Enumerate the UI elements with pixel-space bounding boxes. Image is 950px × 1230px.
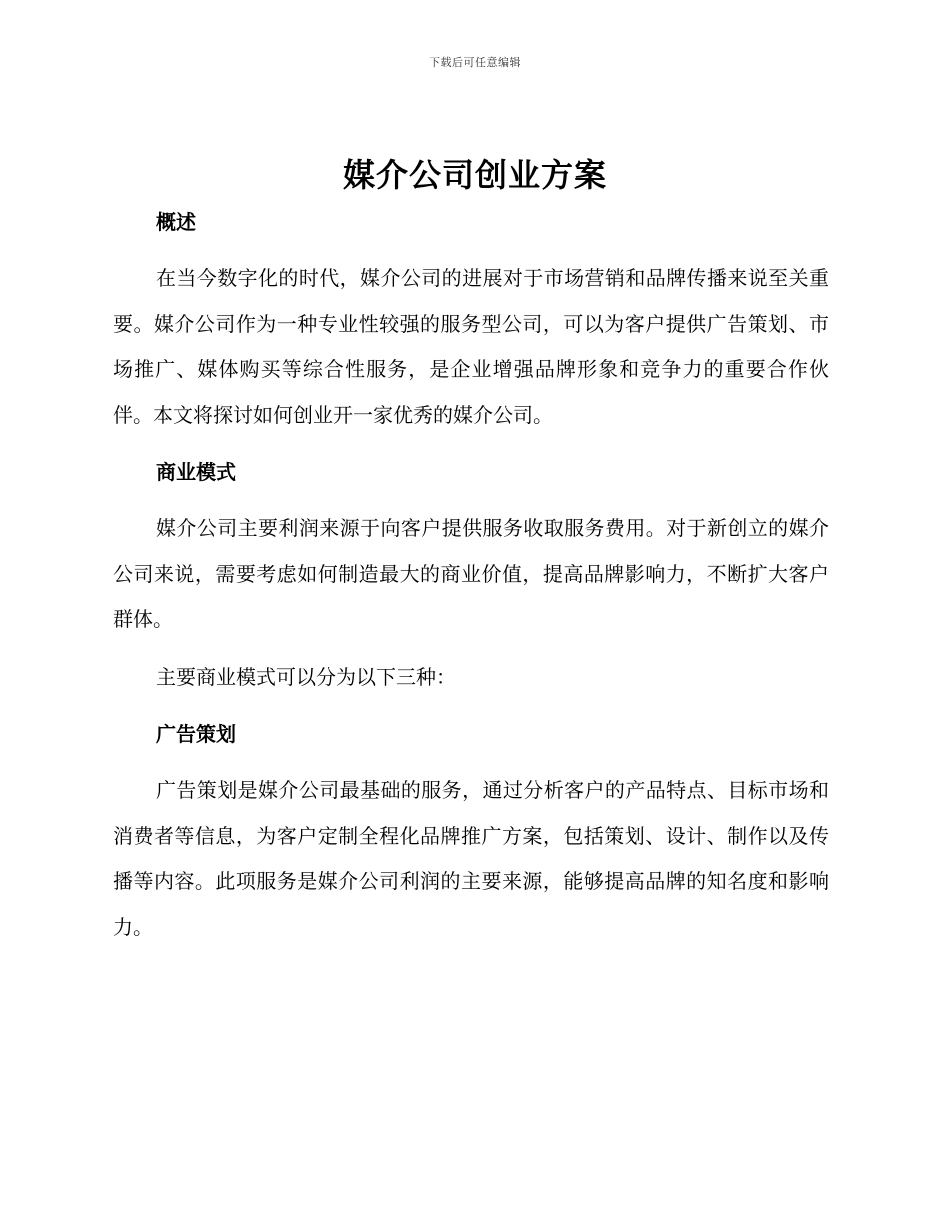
- section-heading-ad-planning: 广告策划: [156, 722, 236, 746]
- paragraph-overview: 在当今数字化的时代，媒介公司的进展对于市场营销和品牌传播来说至关重要。媒介公司作为一种专业性较强的服务型公司，可以为客户提供广告策划、市场推广、媒体购买等综合性服务，是企业增强品牌形象和竞争力的重要合作伙伴。本文将探讨如何创业开一家优秀的媒介公司。: [113, 266, 829, 427]
- section-heading-business-model: 商业模式: [156, 460, 236, 484]
- paragraph-business-model: 媒介公司主要利润来源于向客户提供服务收取服务费用。对于新创立的媒介公司来说，需要考虑如何制造最大的商业价值，提高品牌影响力，不断扩大客户群体。: [113, 516, 829, 631]
- header-note: 下载后可任意编辑: [429, 56, 521, 69]
- document-body: [113, 200, 829, 950]
- paragraph-ad-planning: 广告策划是媒介公司最基础的服务，通过分析客户的产品特点、目标市场和消费者等信息，为客户定制全程化品牌推广方案，包括策划、设计、制作以及传播等内容。此项服务是媒介公司利润的主要来源，能够提高品牌的知名度和影响力。: [113, 778, 829, 939]
- paragraph-business-model-types: 主要商业模式可以分为以下三种：: [156, 664, 456, 689]
- document-title: 媒介公司创业方案: [342, 156, 607, 194]
- section-heading-overview: 概述: [156, 210, 196, 234]
